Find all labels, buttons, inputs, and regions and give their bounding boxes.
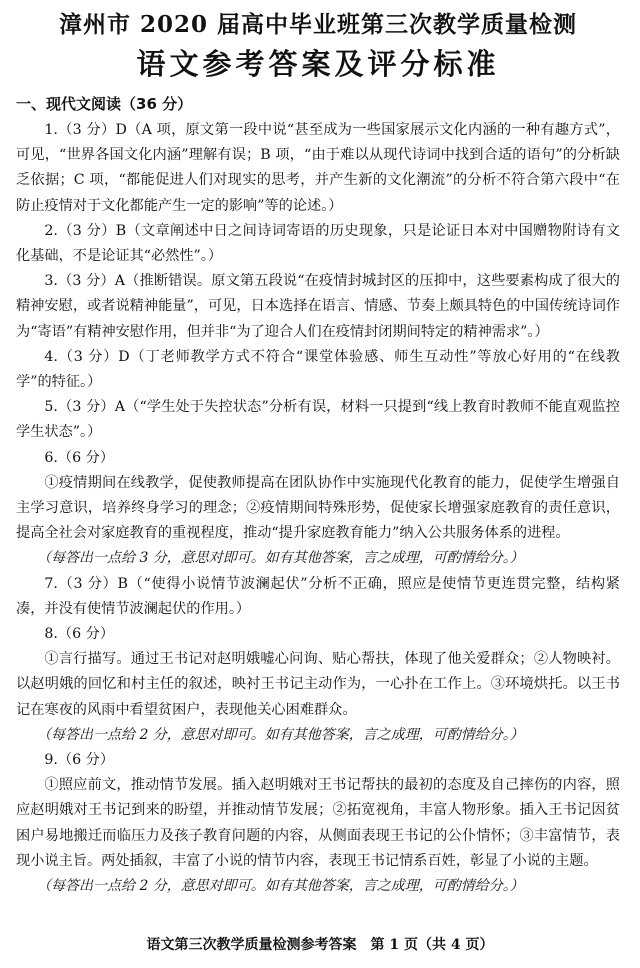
answer-paragraph: 3.（3 分）A（推断错误。原文第五段说“在疫情封城封区的压抑中，这些要素构成了很大的精神安慰，或者说精神能量”，可见，日本选择在语言、情感、节奏上颇具特色的中国传统诗词作为“寄语”有精神安慰作用，但并非“为了迎合人们在疫情封闭期间特定的精神需求”。） (16, 273, 620, 340)
answer-paragraph: 4.（3 分）D（丁老师教学方式不符合“课堂体验感、师生互动性”等放心好用的“在线教学”的特征。） (16, 348, 620, 391)
answer-paragraph: ①疫情期间在线教学，促使教师提高在团队协作中实施现代化教育的能力，促使学生增强自主学习意识，培养终身学习的理念；②疫情期间特殊形势，促使家长增强家庭教育的责任意识，提高全社会对家庭教育的重视程度，推动“提升家庭教育能力”纳入公共服务体系的进程。 (16, 474, 620, 542)
answer-paragraph: 8.（6 分） (44, 626, 115, 643)
scoring-note: （每答出一点给 2 分，意思对即可。如有其他答案，言之成理，可酌情给分。） (37, 726, 524, 743)
scoring-note: （每答出一点给 2 分，意思对即可。如有其他答案，言之成理，可酌情给分。） (37, 878, 524, 895)
page-footer: 语文第三次教学质量检测参考答案 第 1 页（共 4 页） (146, 937, 494, 953)
answer-paragraph: 9.（6 分） (44, 752, 115, 769)
answer-paragraph: ①照应前文，推动情节发展。插入赵明娥对王书记帮扶的最初的态度及自己摔伤的内容，照应赵明娥对王书记到来的盼望，并推动情节发展；②拓宽视角，丰富人物形象。插入王书记因贫困户易地搬迁而临压力及孩子教育问题的内容，从侧面表现王书记的公仆情怀；③丰富情节，表现小说主旨。两处插叙，丰富了小说的情节内容，表现王书记情系百姓，彰显了小说的主题。 (16, 777, 620, 869)
answer-paragraph: 2.（3 分）B（文章阐述中日之间诗词寄语的历史现象，只是论证日本对中国赠物附诗有文化基础，不是论证其“必然性”。） (16, 222, 620, 265)
exam-title: 漳州市 2020 届高中毕业班第三次教学质量检测 (58, 11, 578, 38)
answer-list (16, 118, 620, 899)
document-subtitle: 语文参考答案及评分标准 (136, 47, 500, 81)
section-heading: 一、现代文阅读（36 分） (16, 95, 193, 113)
answer-paragraph: 5.（3 分）A（“学生处于失控状态”分析有误，材料一只提到“线上教育时教师不能直观监控学生状态”。） (16, 399, 620, 441)
answer-paragraph: 1.（3 分）D（A 项，原文第一段中说“甚至成为一些国家展示文化内涵的一种有趣方式”，可见，“世界各国文化内涵”理解有误；B 项，“由于难以从现代诗词中找到合适的语句”的分析缺乏依据；C 项，“都能促进人们对现实的思考，并产生新的文化潮流”的分析不符合第六段中“在防止疫情对于文化都能产生一定的影响”等的论述。） (16, 122, 620, 214)
scoring-note: （每答出一点给 3 分，意思对即可。如有其他答案，言之成理，可酌情给分。） (37, 550, 524, 567)
answer-paragraph: ①言行描写。通过王书记对赵明娥嘘心问询、贴心帮扶，体现了他关爱群众；②人物映衬。以赵明娥的回忆和村主任的叙述，映衬王书记主动作为，一心扑在工作上。③环境烘托。以王书记在寒夜的风雨中看望贫困户，表现他关心困难群众。 (16, 651, 620, 718)
answer-paragraph: 6.（6 分） (44, 449, 115, 466)
answer-paragraph: 7.（3 分）B（“使得小说情节波澜起伏”分析不正确，照应是使情节更连贯完整，结构紧凑，并没有使情节波澜起伏的作用。） (16, 575, 620, 617)
